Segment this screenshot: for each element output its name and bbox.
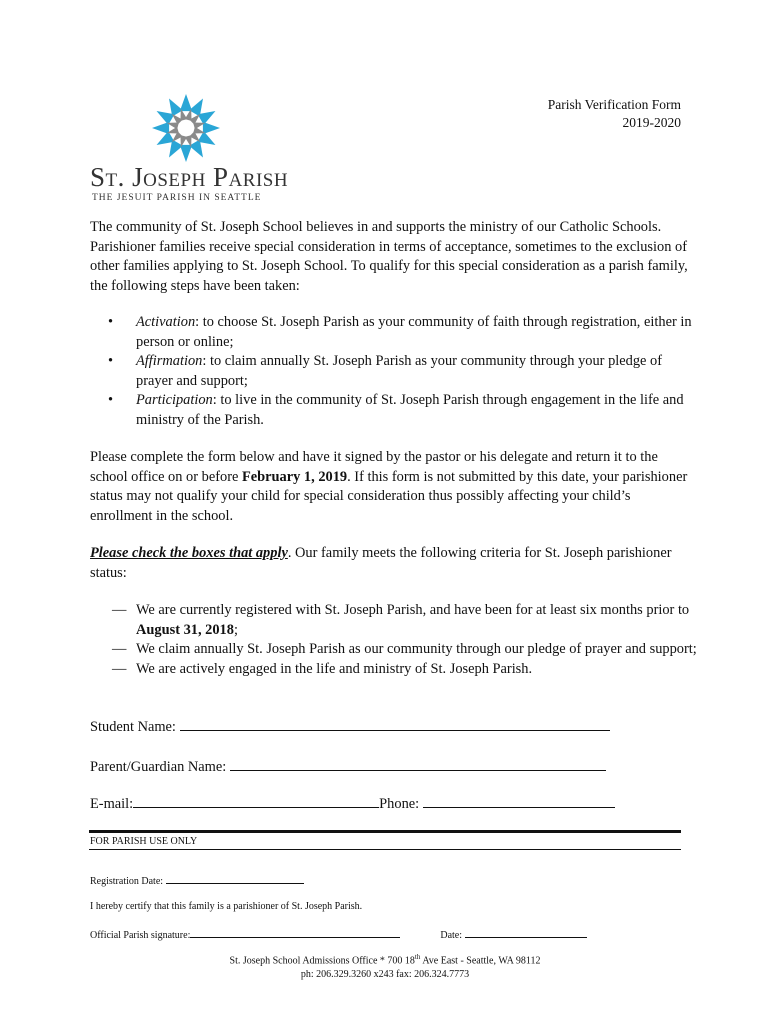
contact-row xyxy=(90,793,615,813)
bullet-icon: • xyxy=(108,353,114,369)
student-name-field[interactable] xyxy=(180,716,610,731)
signature-label: Official Parish signature: xyxy=(90,930,191,941)
registration-date-label: Registration Date: xyxy=(90,876,164,887)
bullet-icon: • xyxy=(108,314,114,330)
criteria-intro-rest: . Our family meets the following criteria for St. Joseph parishioner status: xyxy=(90,545,672,581)
criteria-checkbox-item[interactable] xyxy=(112,601,702,640)
step-text: : to claim annually St. Joseph Parish as your community through your pledge of prayer and support; xyxy=(136,353,663,389)
step-term: Affirmation xyxy=(136,353,203,369)
criteria-list xyxy=(112,601,702,679)
step-term: Activation xyxy=(136,314,196,330)
section-divider-thin xyxy=(89,849,681,850)
footer-superscript: th xyxy=(414,953,421,961)
criteria-checkbox-item[interactable] xyxy=(112,660,702,680)
star-logo-icon xyxy=(150,92,222,164)
student-name-label: Student Name: xyxy=(90,719,176,735)
parish-logo xyxy=(150,92,222,164)
signature-row xyxy=(90,928,587,941)
criteria-intro xyxy=(90,544,690,583)
instructions-before: Please complete the form below and have it signed by the pastor or his delegate and return it to the school office on or before xyxy=(90,449,658,485)
registration-row xyxy=(90,874,304,887)
email-field[interactable] xyxy=(133,793,379,808)
footer-address-start: St. Joseph School Admissions Office * 700 18 xyxy=(229,955,415,967)
instructions-paragraph xyxy=(90,448,690,526)
date-label: Date: xyxy=(440,930,463,941)
student-name-row xyxy=(90,716,610,736)
steps-list xyxy=(108,313,698,430)
bullet-icon: • xyxy=(108,392,114,408)
form-title-block xyxy=(548,96,681,132)
parent-name-field[interactable] xyxy=(230,756,606,771)
logo-star-point xyxy=(203,122,220,134)
logo-center xyxy=(180,122,192,134)
section-divider xyxy=(89,830,681,833)
brand-name: St. Joseph Parish xyxy=(90,162,289,192)
criteria-text: We are currently registered with St. Joseph Parish, and have been for at least six months prior to xyxy=(136,602,690,618)
footer-address xyxy=(0,950,770,968)
form-title: Parish Verification Form xyxy=(547,97,681,112)
parent-name-label: Parent/Guardian Name: xyxy=(90,759,227,775)
criteria-emphasis: Please check the boxes that apply xyxy=(90,545,288,561)
checkbox-dash-icon[interactable]: — xyxy=(112,641,127,657)
step-text: : to choose St. Joseph Parish as your community of faith through registration, either in person or online; xyxy=(136,314,692,350)
checkbox-dash-icon[interactable]: — xyxy=(112,660,127,677)
date-field[interactable] xyxy=(465,928,587,938)
email-label: E-mail: xyxy=(90,796,134,812)
checkbox-dash-icon[interactable]: — xyxy=(112,602,127,618)
criteria-date: August 31, 2018 xyxy=(136,621,234,638)
phone-label: Phone: xyxy=(379,796,420,812)
intro-paragraph: The community of St. Joseph School believes in and supports the ministry of our Catholic Schools. Parishioner families receive special consideration in terms of acceptance, sometimes to the exclusion of other families applying to St. Joseph School. To qualify for this special consideration as a parish family, the following steps have been taken: xyxy=(90,219,688,294)
footer-contact: ph: 206.329.3260 x243 fax: 206.324.7773 xyxy=(300,969,470,981)
footer-address-end: Ave East - Seattle, WA 98112 xyxy=(420,955,541,967)
parent-name-row xyxy=(90,756,606,776)
logo-star-point xyxy=(152,122,169,134)
form-year: 2019-2020 xyxy=(622,115,681,130)
certify-text: I hereby certify that this family is a parishioner of St. Joseph Parish. xyxy=(90,901,363,912)
step-text: : to live in the community of St. Joseph Parish through engagement in the life and ministry of the Parish. xyxy=(136,392,684,428)
list-item xyxy=(108,352,698,391)
step-term: Participation xyxy=(136,392,213,408)
logo-star-point xyxy=(180,145,192,162)
footer xyxy=(0,950,770,982)
criteria-text: We are actively engaged in the life and ministry of St. Joseph Parish. xyxy=(136,660,533,677)
list-item xyxy=(108,313,698,352)
list-item xyxy=(108,391,698,430)
brand-tagline: THE JESUIT PARISH IN SEATTLE xyxy=(92,193,262,203)
instructions-after: . If this form is not submitted by this date, your parishioner status may not qualify your child for special consideration thus possibly affecting your child’s enrollment in the school. xyxy=(90,468,688,524)
parish-use-heading: FOR PARISH USE ONLY xyxy=(90,836,198,847)
registration-date-field[interactable] xyxy=(166,874,304,884)
logo-star-point xyxy=(180,94,192,111)
deadline-date: February 1, 2019 xyxy=(241,468,348,485)
criteria-text-end: ; xyxy=(233,621,238,638)
phone-field[interactable] xyxy=(423,793,615,808)
signature-field[interactable] xyxy=(190,928,400,938)
criteria-checkbox-item[interactable] xyxy=(112,640,702,660)
criteria-text: We claim annually St. Joseph Parish as our community through our pledge of prayer and support; xyxy=(136,641,697,657)
